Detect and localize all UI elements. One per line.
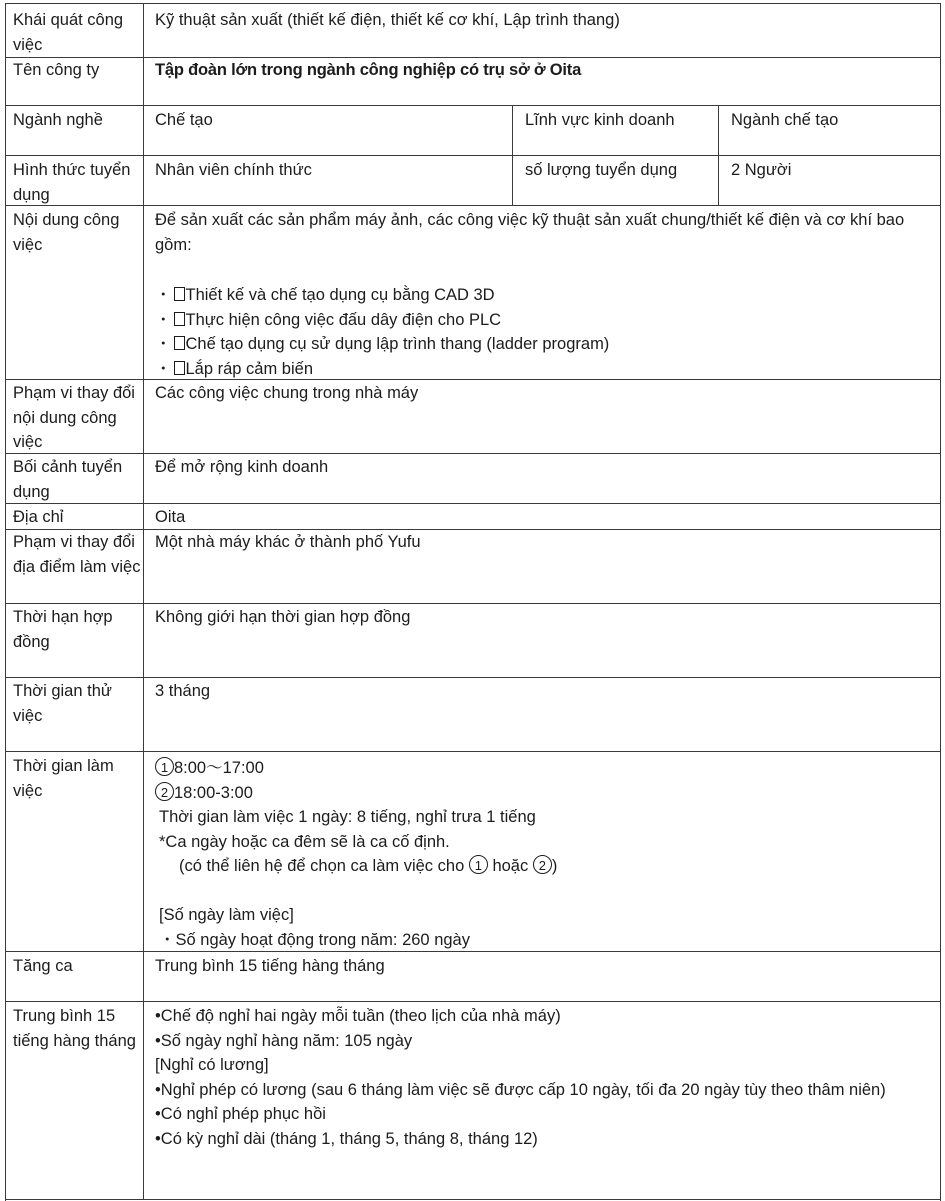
- bullet-mark: •: [155, 1105, 161, 1123]
- shift-1: [155, 756, 933, 781]
- background-label: Bối cảnh tuyển dụng: [13, 458, 123, 501]
- column-divider: [512, 105, 513, 205]
- spacer: [155, 879, 933, 904]
- working-days-header: [Số ngày làm việc]: [159, 906, 294, 924]
- list-item: [155, 308, 933, 333]
- holidays-value: [155, 1004, 933, 1151]
- probation-value: 3 tháng: [155, 682, 211, 700]
- company-label: Tên công ty: [13, 61, 100, 79]
- row-divider: [5, 1001, 941, 1002]
- address-value: Oita: [155, 508, 186, 526]
- bullet-mark: ・: [155, 286, 172, 304]
- circled-number-2: 2: [155, 782, 174, 801]
- checkbox-glyph-icon: [174, 287, 185, 301]
- row-divider: [5, 105, 941, 106]
- shift-2-time: 18:00-3:00: [174, 783, 253, 802]
- content-change-label: Phạm vi thay đổi nội dung công việc: [13, 384, 135, 451]
- employment-type-value: Nhân viên chính thức: [155, 161, 312, 179]
- industry-label: Ngành nghề: [13, 111, 103, 129]
- list-item-text: Lắp ráp cảm biến: [185, 359, 313, 378]
- column-divider: [718, 105, 719, 205]
- row-divider: [5, 205, 941, 206]
- work-hours-label: Thời gian làm việc: [13, 757, 114, 800]
- holiday-line: [155, 1004, 933, 1029]
- column-divider: [143, 3, 144, 1199]
- list-item-text: Chế tạo dụng cụ sử dụng lập trình thang (ladder program): [185, 335, 610, 353]
- bullet-mark: ・: [155, 335, 172, 353]
- list-item-text: Thực hiện công việc đấu dây điện cho PLC: [185, 310, 502, 329]
- industry-value: Chế tạo: [155, 111, 213, 129]
- contract-value: Không giới hạn thời gian hợp đồng: [155, 608, 411, 626]
- shift-2: [155, 781, 933, 806]
- overview-value: Kỹ thuật sản xuất (thiết kế điện, thiết kế cơ khí, Lập trình thang): [155, 11, 620, 29]
- job-content-label: Nội dung công việc: [13, 211, 120, 254]
- holiday-line: [155, 1078, 933, 1103]
- company-name: Tập đoàn lớn trong ngành công nghiệp có trụ sở ở Oita: [155, 61, 582, 79]
- list-item-text: Thiết kế và chế tạo dụng cụ bằng CAD 3D: [185, 286, 495, 304]
- list-item: [155, 283, 933, 308]
- bullet-mark: ・: [155, 310, 172, 329]
- job-content-intro: Để sản xuất các sản phẩm máy ảnh, các công việc kỹ thuật sản xuất chung/thiết kế điện và cơ khí bao gồm:: [155, 211, 905, 254]
- work-hours-value: [155, 756, 933, 952]
- row-divider: [5, 453, 941, 454]
- bullet-mark: •: [155, 1031, 161, 1050]
- holiday-line: [155, 1029, 933, 1054]
- holiday-text: Có nghỉ phép phục hồi: [160, 1105, 326, 1123]
- checkbox-glyph-icon: [174, 336, 185, 350]
- job-content-list: [155, 283, 933, 381]
- address-label: Địa chỉ: [13, 508, 64, 526]
- row-divider: [5, 751, 941, 752]
- list-item: [155, 332, 933, 357]
- probation-label: Thời gian thử việc: [13, 682, 112, 725]
- circled-number-2: 2: [533, 855, 552, 874]
- circled-number-1: 1: [155, 757, 174, 776]
- headcount-value: 2 Người: [731, 161, 792, 179]
- circled-number-1: 1: [469, 855, 488, 874]
- checkbox-glyph-icon: [174, 312, 185, 326]
- working-days-text: Số ngày hoạt động trong năm: 260 ngày: [175, 930, 470, 949]
- row-divider: [5, 677, 941, 678]
- holidays-label: Trung bình 15 tiếng hàng tháng: [13, 1007, 136, 1050]
- holiday-text: Nghỉ phép có lương (sau 6 tháng làm việc sẽ được cấp 10 ngày, tối đa 20 ngày tùy theo thâm niên): [160, 1080, 886, 1099]
- overview-label: Khái quát công việc: [13, 11, 124, 54]
- shift-choice-note: [155, 854, 933, 879]
- business-field-value: Ngành chế tạo: [731, 111, 839, 129]
- background-value: Để mở rộng kinh doanh: [155, 458, 329, 476]
- shift-choice-or: hoặc: [492, 857, 529, 875]
- row-divider: [5, 603, 941, 604]
- bullet-mark: •: [155, 1129, 161, 1148]
- row-divider: [5, 3, 941, 4]
- employment-type-label: Hình thức tuyển dụng: [13, 161, 131, 204]
- list-item: [155, 357, 933, 382]
- checkbox-glyph-icon: [174, 361, 185, 375]
- location-change-value: Một nhà máy khác ở thành phố Yufu: [155, 533, 421, 551]
- holiday-text: Chế độ nghỉ hai ngày mỗi tuần (theo lịch của nhà máy): [160, 1007, 561, 1025]
- location-change-label: Phạm vi thay đổi địa điểm làm việc: [13, 533, 141, 576]
- content-change-value: Các công việc chung trong nhà máy: [155, 384, 419, 402]
- bullet-mark: ・: [159, 930, 176, 949]
- shift-1-time: 8:00～17:00: [174, 759, 264, 777]
- shift-choice-close: ): [551, 857, 558, 875]
- holiday-line: [155, 1102, 933, 1127]
- contract-label: Thời hạn hợp đồng: [13, 608, 113, 651]
- business-field-label: Lĩnh vực kinh doanh: [525, 111, 675, 129]
- bullet-mark: •: [155, 1080, 161, 1099]
- bullet-mark: •: [155, 1007, 161, 1025]
- holiday-text: Có kỳ nghỉ dài (tháng 1, tháng 5, tháng 8, tháng 12): [160, 1129, 538, 1148]
- headcount-label: số lượng tuyển dụng: [525, 161, 678, 179]
- row-divider: [5, 155, 941, 156]
- shift-choice-text: (có thể liên hệ để chọn ca làm việc cho: [179, 857, 465, 875]
- shift-note: *Ca ngày hoặc ca đêm sẽ là ca cố định.: [159, 832, 450, 851]
- overtime-label: Tăng ca: [13, 957, 73, 975]
- row-divider: [5, 503, 941, 504]
- holiday-line: [155, 1127, 933, 1152]
- holiday-text: Số ngày nghỉ hàng năm: 105 ngày: [160, 1031, 413, 1050]
- working-days-value: [155, 928, 933, 953]
- paid-leave-header: [Nghỉ có lương]: [155, 1056, 269, 1074]
- bullet-mark: ・: [155, 359, 172, 378]
- daily-hours: Thời gian làm việc 1 ngày: 8 tiếng, nghỉ trưa 1 tiếng: [159, 808, 536, 826]
- overtime-value: Trung bình 15 tiếng hàng tháng: [155, 957, 385, 975]
